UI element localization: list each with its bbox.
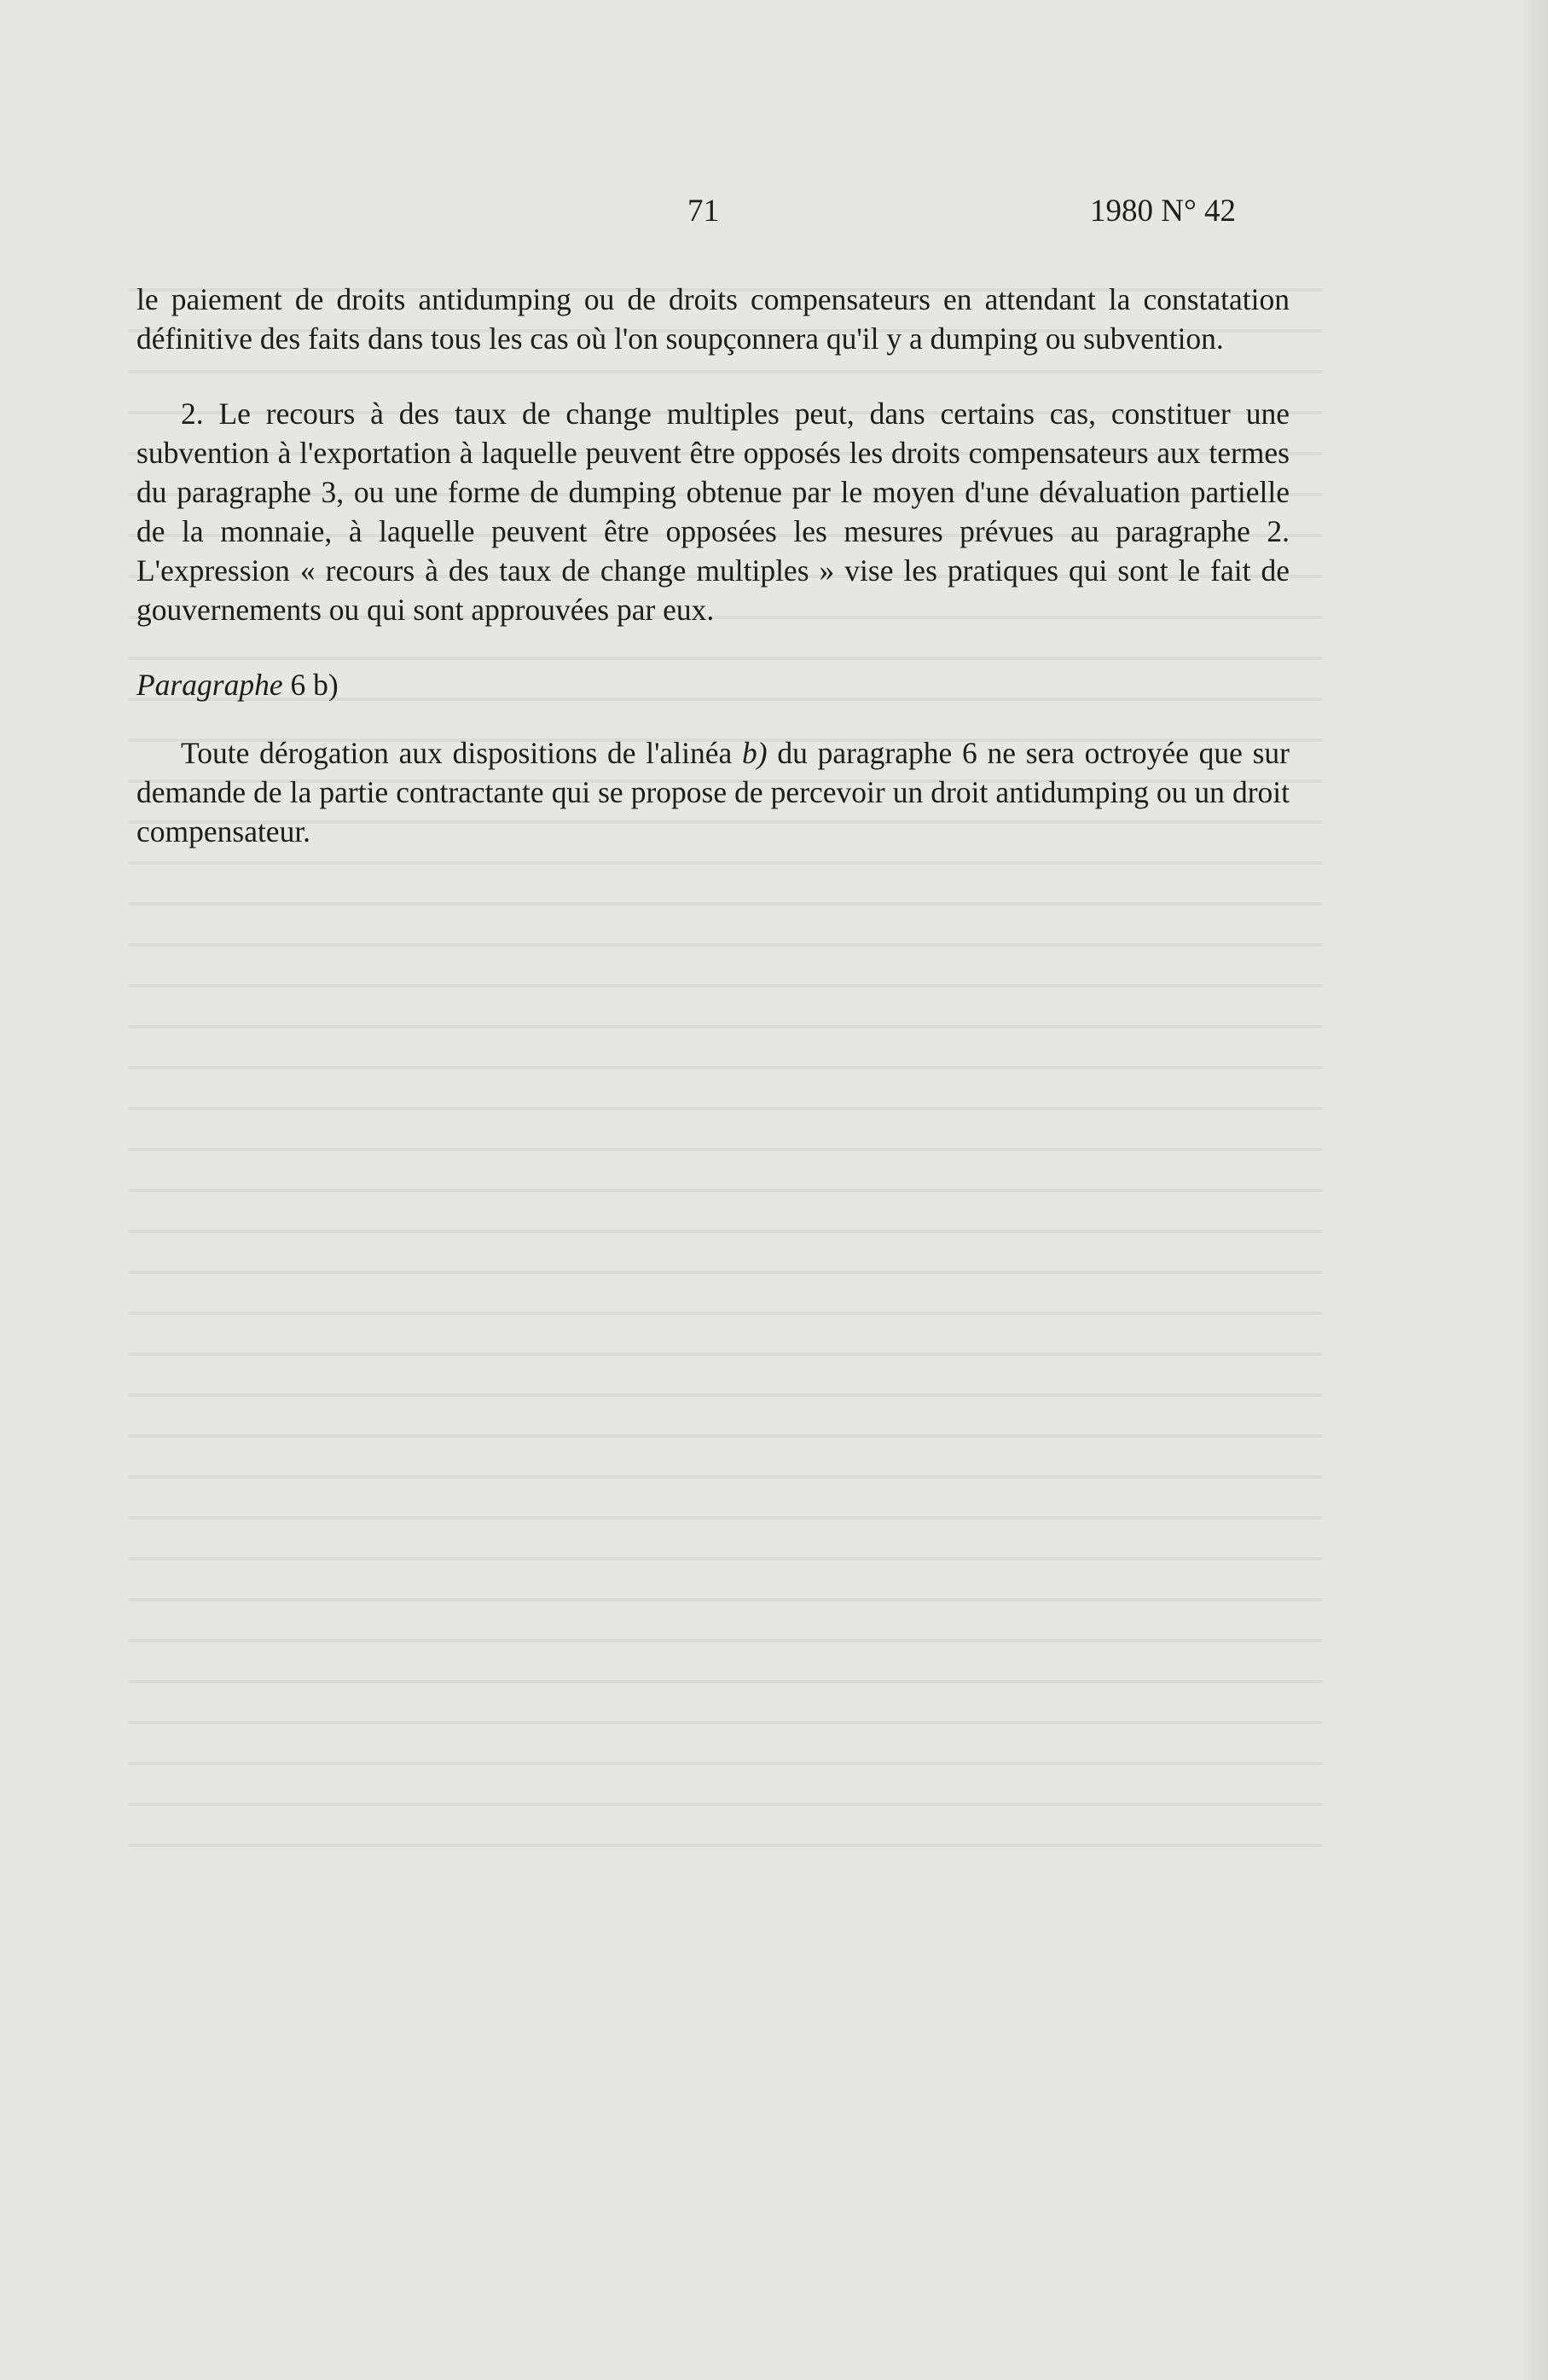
- section-heading-number: 6 b): [290, 668, 339, 702]
- page-edge: [1524, 0, 1548, 2380]
- document-reference: 1980 N° 42: [1090, 194, 1237, 229]
- page-number: 71: [687, 194, 719, 229]
- section-heading: [136, 665, 1290, 704]
- page-header: [0, 193, 1548, 244]
- paragraph-2: 2. Le recours à des taux de change multiples peut, dans certains cas, constituer une subvention à l'exportation à laquelle peuvent être opposés les droits compensateurs aux termes du paragraphe 3, ou une forme de dumping obtenue par le moyen d'une dévaluation partielle de la monnaie, à laquelle peuvent être opposées les mesures prévues au paragraphe 2. L'expression « recours à des taux de change multiples » vise les pratiques qui sont le fait de gouvernements ou qui sont approuvées par eux.: [136, 397, 1290, 627]
- section-heading-label: Paragraphe: [136, 668, 283, 702]
- paragraph-3: [136, 733, 1290, 851]
- paragraph-continuation: le paiement de droits antidumping ou de droits compensateurs en attendant la constatation définitive des faits dans tous les cas où l'on soupçonnera qu'il y a dumping ou subvention.: [136, 282, 1290, 356]
- paragraph-3-end: du paragraphe 6 ne sera octroyée que sur demande de la partie contractante qui se propose de percevoir un droit antidumping ou un droit compensateur.: [136, 736, 1290, 848]
- paragraph-3-ref: b): [742, 736, 768, 770]
- paragraph-3-start: Toute dérogation aux dispositions de l'alinéa: [181, 736, 743, 770]
- body-text: [136, 280, 1290, 887]
